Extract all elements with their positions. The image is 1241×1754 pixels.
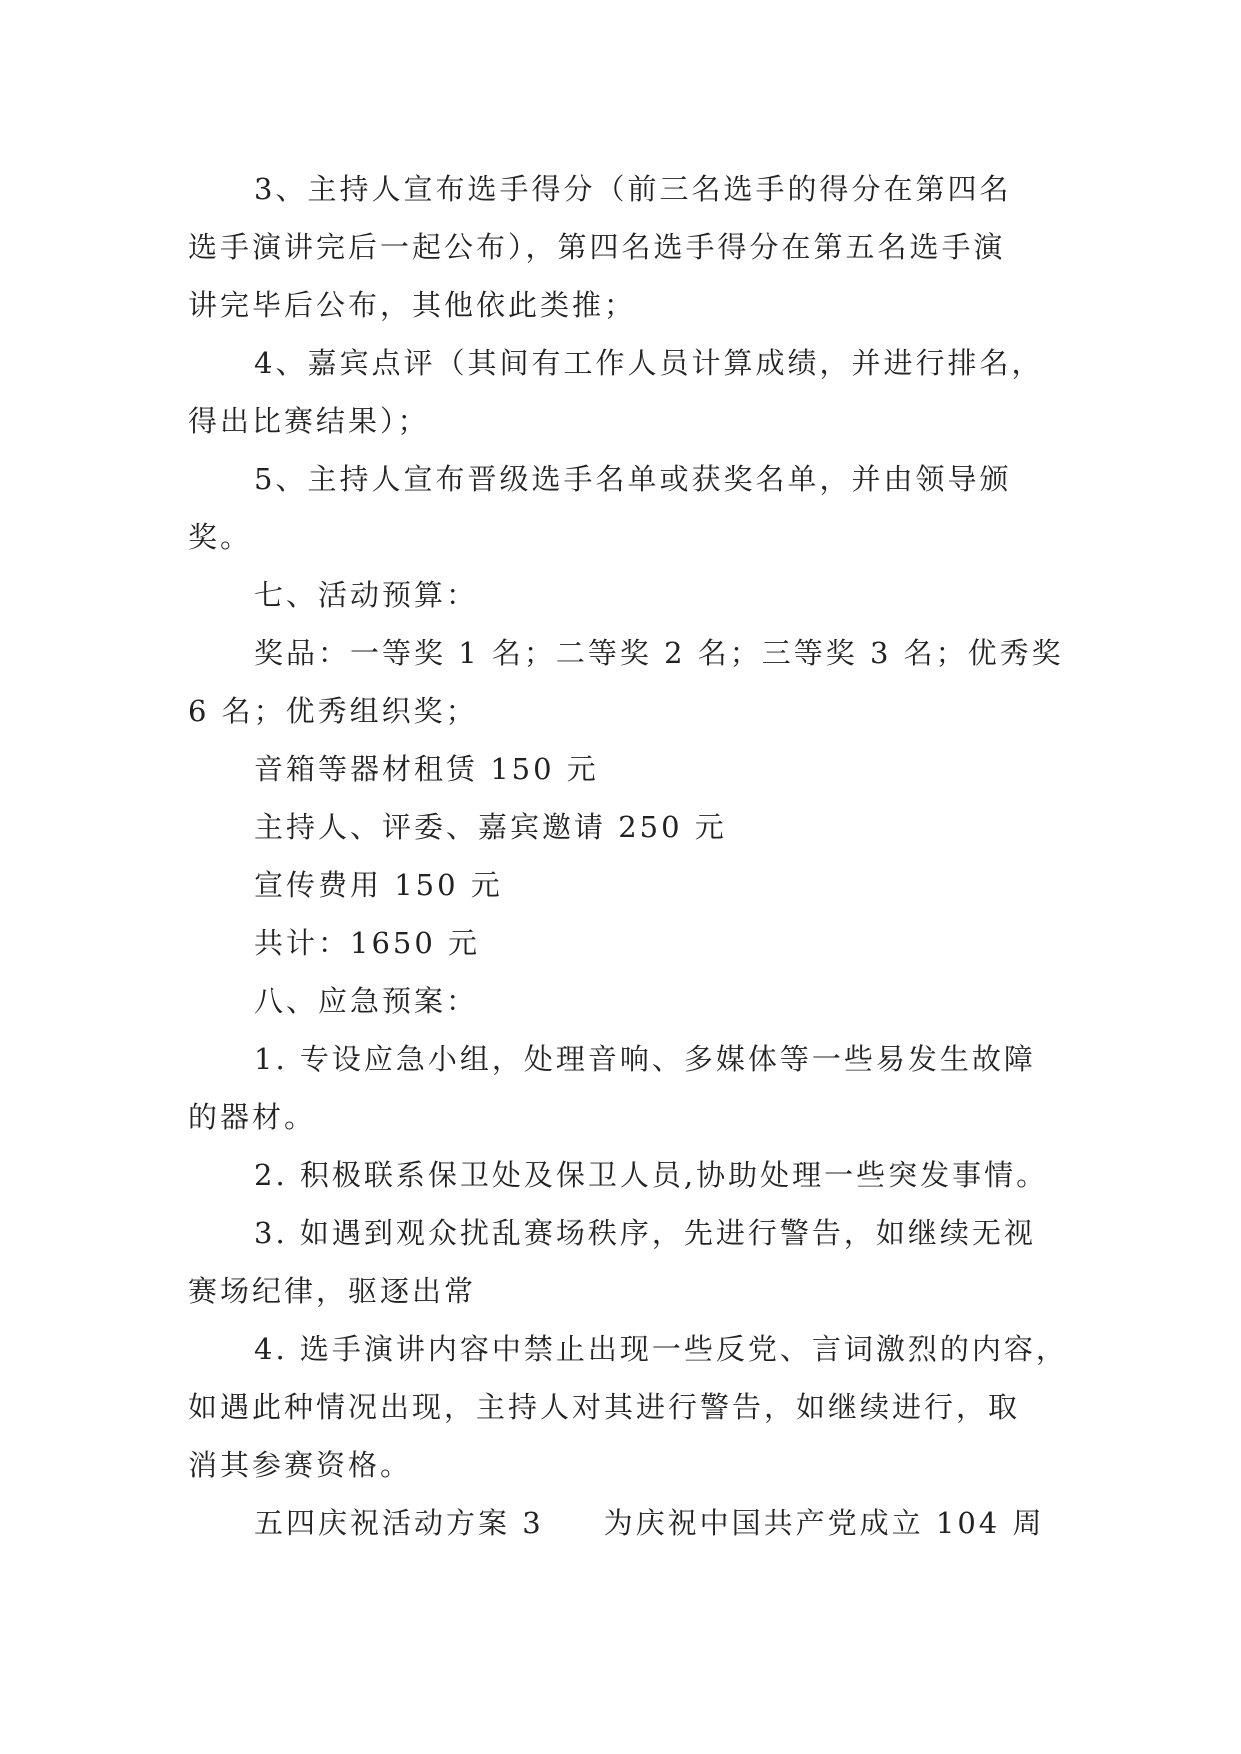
emergency-item-4 (188, 1320, 1068, 1494)
section-heading-budget (188, 566, 1048, 624)
emergency-item-1 (188, 1030, 1048, 1146)
plan-title: 五四庆祝活动方案 3 (254, 1506, 544, 1540)
text-line: 赛场纪律，驱逐出常 (188, 1274, 477, 1308)
budget-total (188, 914, 1048, 972)
text-line: 5、主持人宣布晋级选手名单或获奖名单，并由领导颁 (254, 462, 1012, 496)
text-line: 6 名；优秀组织奖； (188, 694, 478, 728)
text-line: 得出比赛结果）； (188, 404, 430, 438)
text-line: 宣传费用 150 元 (254, 868, 503, 902)
text-line: 八、应急预案： (254, 984, 479, 1018)
paragraph-guest-review (188, 334, 1048, 450)
text-line: 奖品：一等奖 1 名；二等奖 2 名；三等奖 3 名；优秀奖 (254, 636, 1064, 670)
text-line: 七、活动预算： (254, 578, 479, 612)
text-line: 如遇此种情况出现，主持人对其进行警告，如继续进行，取 (188, 1390, 1021, 1424)
text-line: 的器材。 (188, 1100, 317, 1134)
section-heading-emergency-plan (188, 972, 1048, 1030)
text-line: 消其参赛资格。 (188, 1448, 413, 1482)
text-line: 3. 如遇到观众扰乱赛场秩序，先进行警告，如继续无视 (254, 1216, 1036, 1250)
document-body (188, 160, 1068, 1552)
emergency-item-2 (188, 1146, 1048, 1204)
next-plan-heading (188, 1494, 1048, 1552)
text-line: 主持人、评委、嘉宾邀请 250 元 (254, 810, 727, 844)
text-line: 音箱等器材租赁 150 元 (254, 752, 599, 786)
paragraph-host-announces-scores (188, 160, 1048, 334)
plan-intro: 为庆祝中国共产党成立 104 周 (603, 1506, 1045, 1540)
text-line: 2. 积极联系保卫处及保卫人员,协助处理一些突发事情。 (254, 1158, 1049, 1192)
text-line (188, 1494, 1048, 1552)
paragraph-award-announcement (188, 450, 1048, 566)
text-line: 讲完毕后公布，其他依此类推； (188, 288, 637, 322)
paragraph-prizes (188, 624, 1064, 740)
text-line: 4. 选手演讲内容中禁止出现一些反党、言词激烈的内容， (254, 1332, 1068, 1366)
text-line: 共计：1650 元 (254, 926, 481, 960)
text-line: 奖。 (188, 520, 253, 554)
text-line: 3、主持人宣布选手得分（前三名选手的得分在第四名 (254, 172, 1012, 206)
text-line: 1. 专设应急小组，处理音响、多媒体等一些易发生故障 (254, 1042, 1036, 1076)
budget-item-equipment (188, 740, 1048, 798)
budget-item-invitations (188, 798, 1048, 856)
budget-item-publicity (188, 856, 1048, 914)
emergency-item-3 (188, 1204, 1048, 1320)
text-line: 选手演讲完后一起公布），第四名选手得分在第五名选手演 (188, 230, 1006, 264)
text-line: 4、嘉宾点评（其间有工作人员计算成绩，并进行排名， (254, 346, 1044, 380)
